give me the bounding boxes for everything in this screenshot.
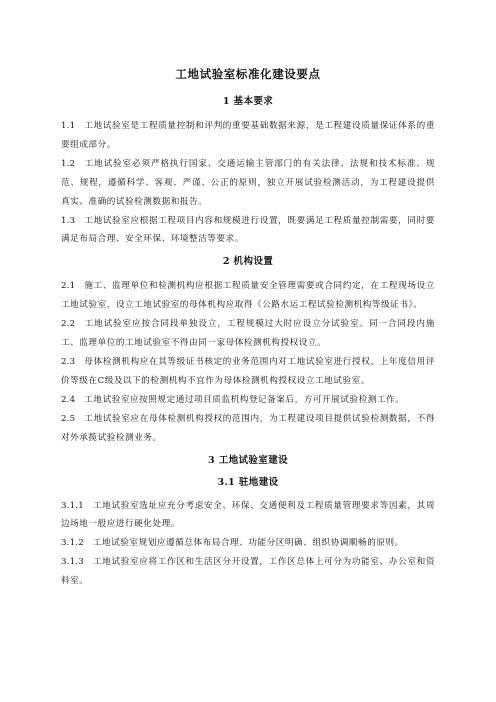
section-heading-2: 2 机构设置	[222, 256, 274, 268]
paragraph-3-1-1	[61, 497, 435, 535]
paragraph-text: 工地试验室应根据工程项目内容和规模进行设置，既要满足工程质量控制需要，同时要满足布局合理、安全环保、环境整洁等要求。	[61, 215, 435, 245]
paragraph-text: 工地试验室选址应充分考虑安全、环保、交通便利及工程质量管理要求等因素，其周边场地一般应进行硬化处理。	[61, 500, 435, 530]
paragraph-text: 工地试验室应按照规定通过项目质监机构登记备案后，方可开展试验检测工作。	[84, 394, 405, 405]
paragraph-number: 2.3	[61, 356, 76, 367]
paragraph-number: 1.3	[61, 215, 76, 226]
paragraph-number: 2.4	[61, 394, 76, 405]
paragraph-number: 3.1.2	[61, 538, 84, 549]
paragraph-1-2	[61, 155, 435, 212]
section-heading-3: 3 工地试验室建设	[207, 454, 289, 466]
paragraph-2-4	[61, 391, 435, 410]
paragraph-1-3	[61, 212, 435, 250]
paragraph-text: 工地试验室必须严格执行国家、交通运输主管部门的有关法律、法规和技术标准、规范、规程，遵循科学、客观、严谨、公正的原则，独立开展试验检测活动，为工程建设提供真实、准确的试验检测数据和报告。	[61, 158, 435, 207]
paragraph-2-5	[61, 410, 435, 448]
paragraph-text: 工地试验室应将工作区和生活区分开设置，工作区总体上可分为功能室、办公室和资料室。	[61, 557, 435, 587]
paragraph-2-2	[61, 315, 435, 353]
paragraph-number: 1.1	[61, 121, 76, 131]
subsection-heading-3-1: 3.1 驻地建设	[217, 476, 279, 488]
paragraph-number: 2.1	[61, 281, 76, 292]
paragraph-2-3	[61, 353, 435, 391]
paragraph-number: 2.2	[61, 319, 76, 330]
document-title: 工地试验室标准化建设要点	[175, 67, 321, 81]
paragraph-1-1	[61, 117, 435, 155]
paragraph-text: 工地试验室是工程质量控制和评判的重要基础数据来源，是工程建设质量保证体系的重要组成部分。	[61, 121, 435, 150]
paragraph-text: 母体检测机构应在其等级证书核定的业务范围内对工地试验室进行授权，上年度信用评价等级在C级及以下的检测机构不宜作为母体检测机构授权设立工地试验室。	[61, 356, 435, 386]
paragraph-number: 3.1.3	[61, 557, 84, 568]
section-heading-1: 1 基本要求	[222, 96, 274, 107]
paragraph-number: 3.1.1	[61, 500, 84, 511]
paragraph-number: 2.5	[61, 413, 76, 424]
paragraph-text: 工地试验室规划应遵循总体布局合理、功能分区明确、组织协调顺畅的原则。	[92, 538, 404, 549]
paragraph-text: 施工、监理单位和检测机构应根据工程质量安全管理需要或合同约定，在工程现场设立工地试验室，设立工地试验室的母体机构应取得《公路水运工程试验检测机构等级证书》。	[61, 281, 435, 311]
paragraph-text: 工地试验室应在母体检测机构授权的范围内，为工程建设项目提供试验检测数据，不得对外承揽试验检测业务。	[61, 413, 435, 443]
paragraph-3-1-3	[61, 553, 435, 591]
paragraph-2-1	[61, 277, 435, 315]
paragraph-3-1-2	[61, 534, 435, 553]
paragraph-number: 1.2	[61, 158, 76, 169]
paragraph-text: 工地试验室应按合同段单独设立，工程规模过大时应设立分试验室。同一合同段内施工、监理单位的工地试验室不得由同一家母体检测机构授权设立。	[61, 319, 435, 349]
